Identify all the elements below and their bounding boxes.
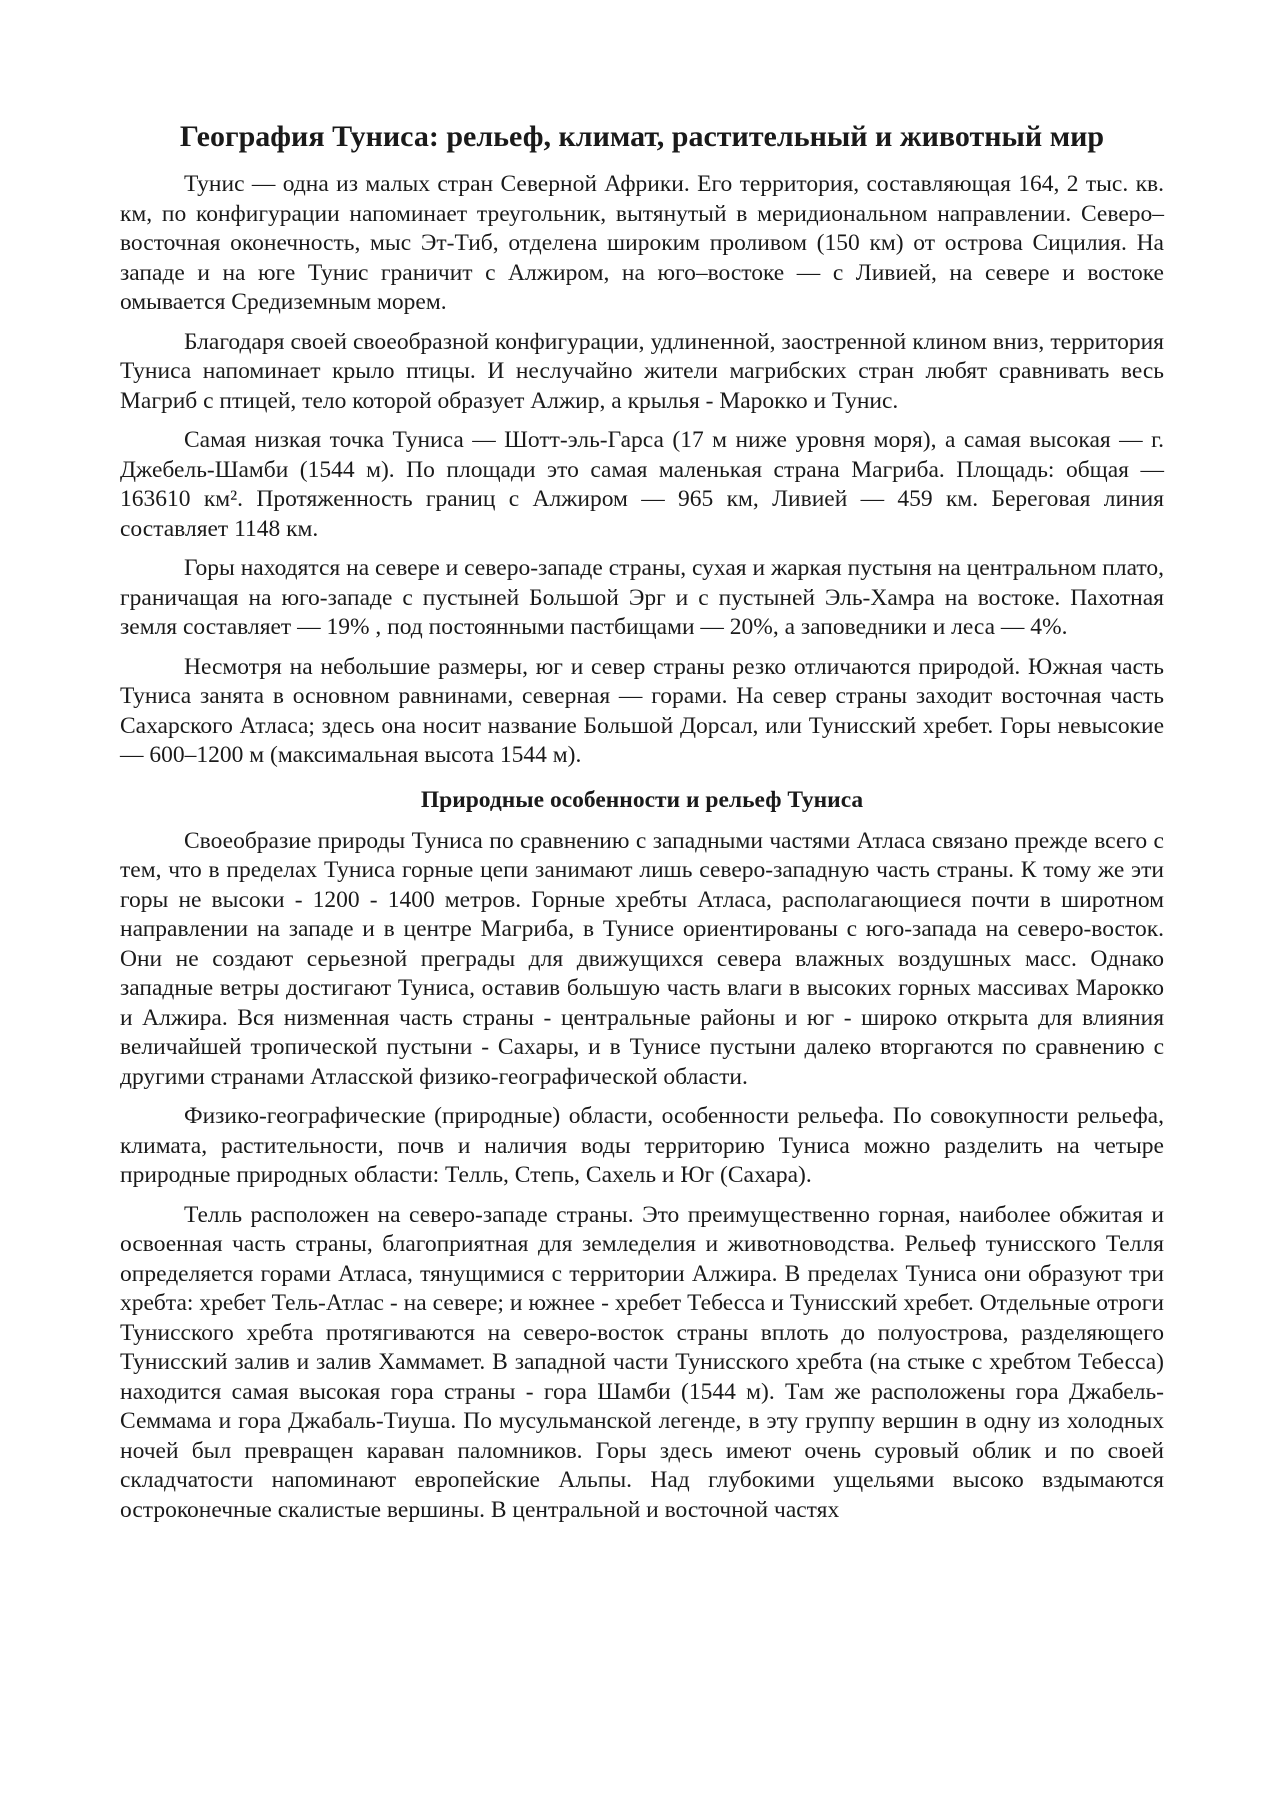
document-title: География Туниса: рельеф, климат, растительный и животный мир [179, 120, 1105, 153]
paragraph-intro-3: Самая низкая точка Туниса — Шотт-эль-Гарса (17 м ниже уровня моря), а самая высокая — г. Джебель-Шамби (1544 м). По площади это самая маленькая страна Магриба. Площадь: общая — 163610 км². Протяженность границ с Алжиром — 965 км, Ливией — 459 км. Береговая линия составляет 1148 км. [120, 427, 1164, 542]
paragraph-section-1: Своеобразие природы Туниса по сравнению с западными частями Атласа связано прежде всего с тем, что в пределах Туниса горные цепи занимают лишь северо-западную часть страны. К тому же эти горы не высоки - 1200 - 1400 метров. Горные хребты Атласа, располагающиеся почти в широтном направлении на западе и в центре Магриба, в Тунисе ориентированы с юго-запада на северо-восток. Они не создают серьезной преграды для движущихся севера влажных воздушных масс. Однако западные ветры достигают Туниса, оставив большую часть влаги в высоких горных массивах Марокко и Алжира. Вся низменная часть страны - центральные районы и юг - широко открыта для влияния величайшей тропической пустыни - Сахары, и в Тунисе пустыни далеко вторгаются по сравнению с другими странами Атласской физико-географической области. [120, 827, 1164, 1090]
paragraph-section-2: Физико-географические (природные) области, особенности рельефа. По совокупности рельефа, климата, растительности, почв и наличия воды территорию Туниса можно разделить на четыре природные природных области: Телль, Степь, Сахель и Юг (Сахара). [120, 1103, 1164, 1188]
document-page [120, 118, 1164, 1525]
paragraph-intro-1: Тунис — одна из малых стран Северной Африки. Его территория, составляющая 164, 2 тыс. кв. км, по конфигурации напоминает треугольник, вытянутый в меридиональном направлении. Северо–восточная оконечность, мыс Эт-Тиб, отделена широким проливом (150 км) от острова Сицилия. На западе и на юге Тунис граничит с Алжиром, на юго–востоке — с Ливией, на севере и востоке омывается Средиземным морем. [120, 171, 1164, 315]
section-heading: Природные особенности и рельеф Туниса [420, 786, 864, 813]
paragraph-intro-5: Несмотря на небольшие размеры, юг и север страны резко отличаются природой. Южная часть Туниса занята в основном равнинами, северная — горами. На север страны заходит восточная часть Сахарского Атласа; здесь она носит название Большой Дорсал, или Тунисский хребет. Горы невысокие — 600–1200 м (максимальная высота 1544 м). [120, 653, 1164, 768]
paragraph-section-3: Телль расположен на северо-западе страны. Это преимущественно горная, наиболее обжитая и освоенная часть страны, благоприятная для земледелия и животноводства. Рельеф тунисского Телля определяется горами Атласа, тянущимися с территории Алжира. В пределах Туниса они образуют три хребта: хребет Тель-Атлас - на севере; и южнее - хребет Тебесса и Тунисский хребет. Отдельные отроги Тунисского хребта протягиваются на северо-восток страны вплоть до полуострова, разделяющего Тунисский залив и залив Хаммамет. В западной части Тунисского хребта (на стыке с хребтом Тебесса) находится самая высокая гора страны - гора Шамби (1544 м). Там же расположены гора Джабель-Семмама и гора Джабаль-Тиуша. По мусульманской легенде, в эту группу вершин в одну из холодных ночей был превращен караван паломников. Горы здесь имеют очень суровый облик и по своей складчатости напоминают европейские Альпы. Над глубокими ущельями высоко вздымаются остроконечные скалистые вершины. В центральной и восточной частях [120, 1201, 1164, 1523]
paragraph-intro-4: Горы находятся на севере и северо-западе страны, сухая и жаркая пустыня на центральном плато, граничащая на юго-западе с пустыней Большой Эрг и с пустыней Эль-Хамра на востоке. Пахотная земля составляет — 19% , под постоянными пастбищами — 20%, а заповедники и леса — 4%. [120, 555, 1164, 640]
paragraph-intro-2: Благодаря своей своеобразной конфигурации, удлиненной, заостренной клином вниз, территория Туниса напоминает крыло птицы. И неслучайно жители магрибских стран любят сравнивать весь Магриб с птицей, тело которой образует Алжир, а крылья - Марокко и Тунис. [120, 328, 1164, 414]
